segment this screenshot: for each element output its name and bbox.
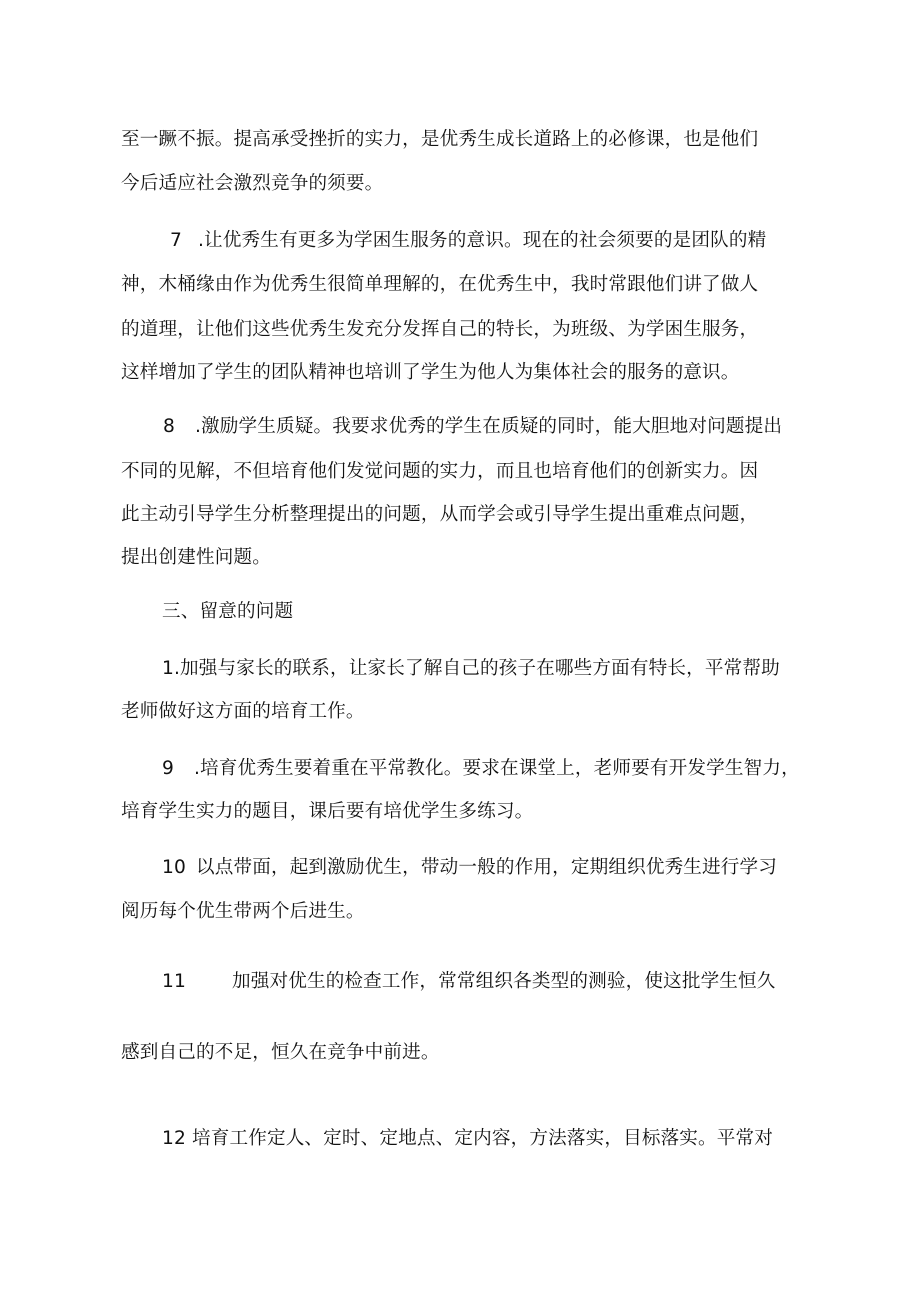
item-7-first-line bbox=[170, 229, 766, 253]
paragraph-line: 阅历每个优生带两个后进生。 bbox=[121, 901, 365, 922]
item-number: 9 bbox=[162, 758, 174, 779]
item-8-first-line bbox=[163, 415, 782, 439]
item-number: 10 bbox=[162, 857, 186, 878]
item-text: 加强对优生的检查工作，常常组织各类型的测验，使这批学生恒久 bbox=[231, 971, 776, 992]
item-text: .激励学生质疑。我要求优秀的学生在质疑的同时，能大胆地对问题提出 bbox=[194, 416, 783, 437]
item-text: 以点带面，起到激励优生，带动一般的作用，定期组织优秀生进行学习 bbox=[195, 857, 778, 878]
paragraph-line: 至一蹶不振。提高承受挫折的实力，是优秀生成长道路上的必修课，也是他们 bbox=[121, 129, 759, 150]
paragraph-line: 1.加强与家长的联系，让家长了解自己的孩子在哪些方面有特长，平常帮助 bbox=[162, 658, 780, 679]
item-text: 培育工作定人、定时、定地点、定内容，方法落实，目标落实。平常对 bbox=[191, 1128, 774, 1149]
item-number: 12 bbox=[162, 1128, 186, 1149]
item-number: 11 bbox=[162, 971, 186, 992]
paragraph-line: 老师做好这方面的培育工作。 bbox=[121, 701, 365, 722]
paragraph-line: 这样增加了学生的团队精神也培训了学生为他人为集体社会的服务的意识。 bbox=[121, 362, 740, 383]
paragraph-line: 神，木桶缘由作为优秀生很简单理解的，在优秀生中，我时常跟他们讲了做人 bbox=[121, 274, 759, 295]
paragraph-line: 此主动引导学生分析整理提出的问题，从而学会或引导学生提出重难点问题， bbox=[121, 504, 759, 525]
paragraph-line: 提出创建性问题。 bbox=[121, 547, 271, 568]
item-number: 8 bbox=[163, 416, 175, 437]
item-12-first-line bbox=[162, 1127, 773, 1151]
paragraph-line: 培育学生实力的题目，课后要有培优学生多练习。 bbox=[121, 801, 534, 822]
paragraph-line: 不同的见解，不但培育他们发觉问题的实力，而且也培育他们的创新实力。因 bbox=[121, 461, 759, 482]
paragraph-line: 的道理，让他们这些优秀生发充分发挥自己的特长，为班级、为学困生服务， bbox=[121, 319, 759, 340]
item-number: 7 bbox=[170, 230, 182, 251]
item-11-first-line bbox=[162, 970, 776, 994]
section-heading: 三、留意的问题 bbox=[162, 601, 294, 622]
item-9-first-line bbox=[162, 757, 800, 781]
paragraph-line: 感到自己的不足，恒久在竞争中前进。 bbox=[121, 1042, 440, 1063]
paragraph-line: 今后适应社会激烈竞争的须要。 bbox=[121, 173, 384, 194]
item-text: .培育优秀生要着重在平常教化。要求在课堂上，老师要有开发学生智力， bbox=[193, 758, 800, 779]
item-10-first-line bbox=[162, 856, 777, 880]
item-text: .让优秀生有更多为学困生服务的意识。现在的社会须要的是团队的精 bbox=[197, 230, 767, 251]
